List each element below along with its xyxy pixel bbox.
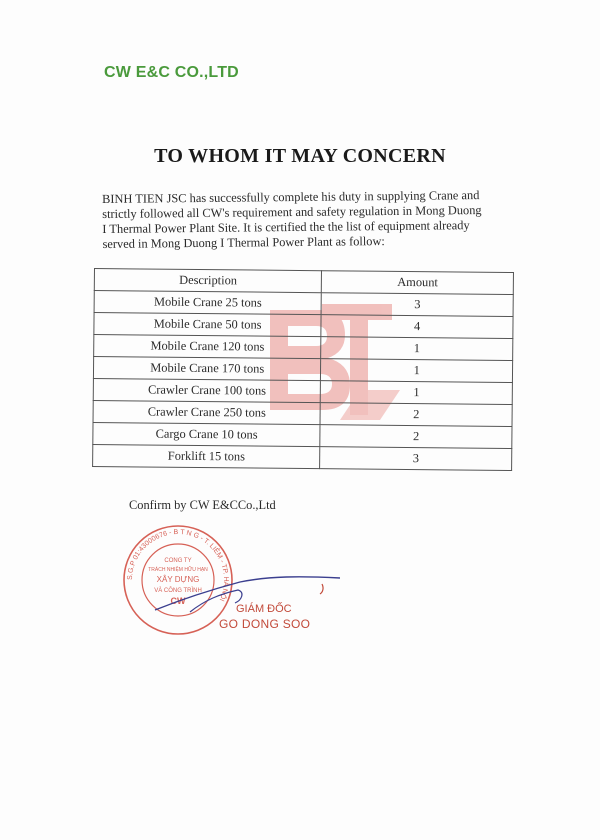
row-description: Forklift 15 tons	[93, 444, 321, 468]
document-title: TO WHOM IT MAY CONCERN	[154, 145, 446, 167]
table-row	[93, 444, 512, 470]
row-amount: 1	[321, 381, 513, 405]
row-description: Crawler Crane 250 tons	[93, 400, 321, 424]
company-name: CW E&C CO.,LTD	[104, 64, 239, 81]
row-description: Mobile Crane 25 tons	[94, 291, 322, 315]
stamp-line: XÂY DỰNG	[156, 575, 200, 584]
paragraph-line: BINH TIEN JSC has successfully complete his duty in supplying Crane and	[102, 188, 480, 206]
signer-position: GIÁM ĐỐC	[236, 603, 292, 615]
column-header-description: Description	[94, 269, 322, 293]
paragraph-line: served in Mong Duong I Thermal Power Plant as follow:	[102, 234, 385, 251]
stamp-line: VÀ CÔNG TRÌNH	[154, 588, 202, 594]
confirm-label: Confirm by CW E&CCo.,Ltd	[129, 498, 276, 512]
signer-name: GO DONG SOO	[219, 617, 311, 631]
certification-paragraph	[102, 188, 523, 252]
paragraph-line: strictly followed all CW's requirement and safety regulation in Mong Duong	[102, 203, 482, 221]
row-description: Mobile Crane 120 tons	[94, 335, 322, 359]
row-amount: 4	[321, 315, 513, 339]
row-description: Mobile Crane 50 tons	[94, 313, 322, 337]
stamp-outer-text: S.G.P 01:43000676 - B T N G - T. LIÊM - TP. HÀ NỘI	[126, 528, 230, 603]
row-amount: 2	[320, 403, 512, 427]
row-description: Mobile Crane 170 tons	[93, 357, 321, 381]
paragraph-line: I Thermal Power Plant Site. It is certified the the list of equipment already	[102, 218, 470, 236]
row-amount: 1	[321, 337, 513, 361]
row-description: Cargo Crane 10 tons	[93, 422, 321, 446]
row-amount: 1	[321, 359, 513, 383]
row-amount: 3	[321, 293, 513, 317]
row-description: Crawler Crane 100 tons	[93, 378, 321, 402]
stamp-line: CÔNG TY	[164, 558, 192, 564]
stamp-line: CW	[170, 596, 186, 606]
row-amount: 3	[320, 447, 512, 471]
equipment-table	[92, 268, 514, 471]
row-amount: 2	[320, 425, 512, 449]
column-header-amount: Amount	[322, 271, 514, 295]
equipment-table-wrapper	[92, 268, 514, 471]
stamp-line: TRÁCH NHIỆM HỮU HẠN	[148, 567, 208, 573]
